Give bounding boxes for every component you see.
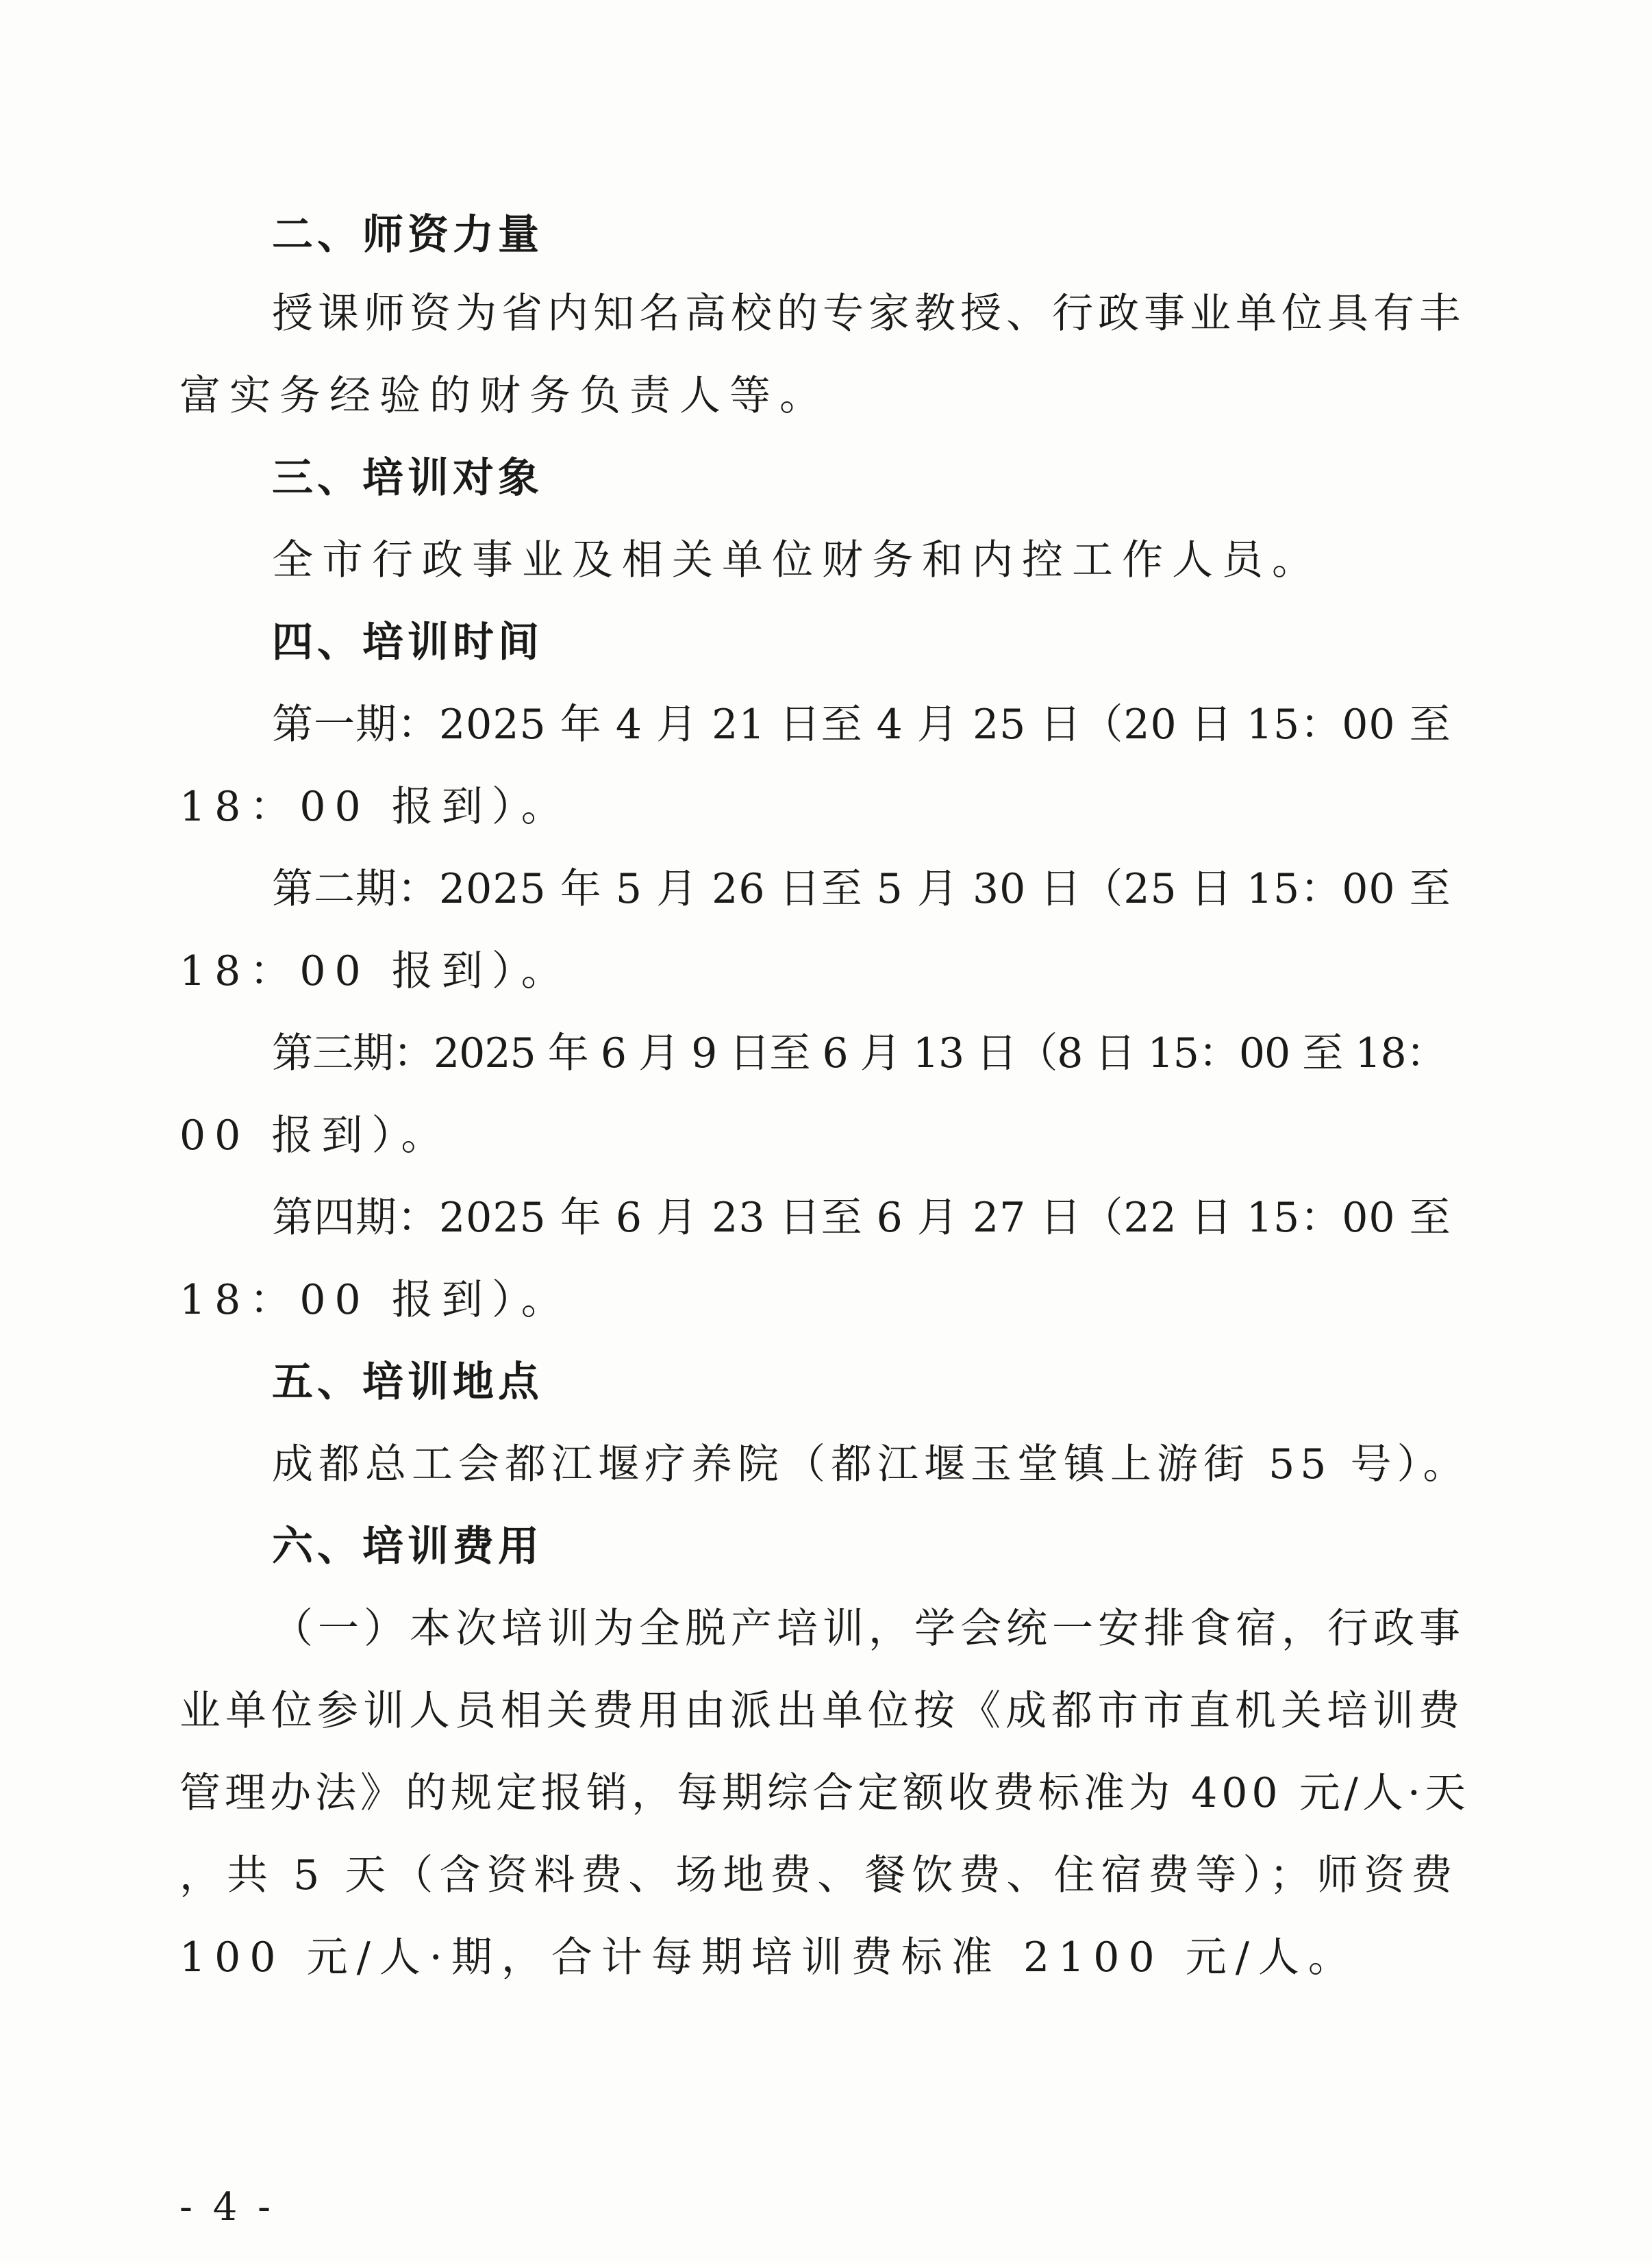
section-heading-time: 四、培训时间 — [272, 618, 543, 666]
period-3-line: 第三期：2025 年 6 月 9 日至 6 月 13 日（8 日 15：00 至 18： — [272, 1029, 1447, 1077]
period-3-line: 00 报到）。 — [179, 1112, 451, 1160]
paragraph-line: 100 元/人·期，合计每期培训费标准 2100 元/人。 — [179, 1934, 1358, 1981]
period-2-line: 第二期：2025 年 5 月 26 日至 5 月 30 日（25 日 15：00 至 — [272, 865, 1451, 913]
paragraph-line: 管理办法》的规定报销，每期综合定额收费标准为 400 元/人·天 — [179, 1769, 1470, 1817]
period-4-line: 18：00 报到）。 — [179, 1276, 571, 1324]
paragraph-line: （一）本次培训为全脱产培训，学会统一安排食宿，行政事 — [272, 1605, 1465, 1653]
period-1-line: 18：00 报到）。 — [179, 783, 571, 831]
page-number: - 4 - — [179, 2185, 275, 2229]
section-heading-teachers: 二、师资力量 — [272, 211, 543, 259]
section-heading-fees: 六、培训费用 — [272, 1523, 543, 1571]
paragraph-line: 富实务经验的财务负责人等。 — [179, 372, 829, 420]
paragraph-line: 业单位参训人员相关费用由派出单位按《成都市市直机关培训费 — [179, 1687, 1464, 1735]
period-1-line: 第一期：2025 年 4 月 21 日至 4 月 25 日（20 日 15：00 至 — [272, 701, 1451, 749]
section-heading-location: 五、培训地点 — [272, 1358, 543, 1406]
paragraph-line: ，共 5 天（含资料费、场地费、餐饮费、住宿费等）；师资费 — [179, 1851, 1459, 1899]
period-4-line: 第四期：2025 年 6 月 23 日至 6 月 27 日（22 日 15：00 至 — [272, 1194, 1451, 1242]
paragraph-line: 成都总工会都江堰疗养院（都江堰玉堂镇上游街 55 号）。 — [272, 1440, 1470, 1488]
paragraph-line: 授课师资为省内知名高校的专家教授、行政事业单位具有丰 — [272, 290, 1465, 338]
period-2-line: 18：00 报到）。 — [179, 947, 571, 995]
section-heading-target: 三、培训对象 — [272, 454, 543, 502]
paragraph-line: 全市行政事业及相关单位财务和内控工作人员。 — [272, 536, 1322, 584]
